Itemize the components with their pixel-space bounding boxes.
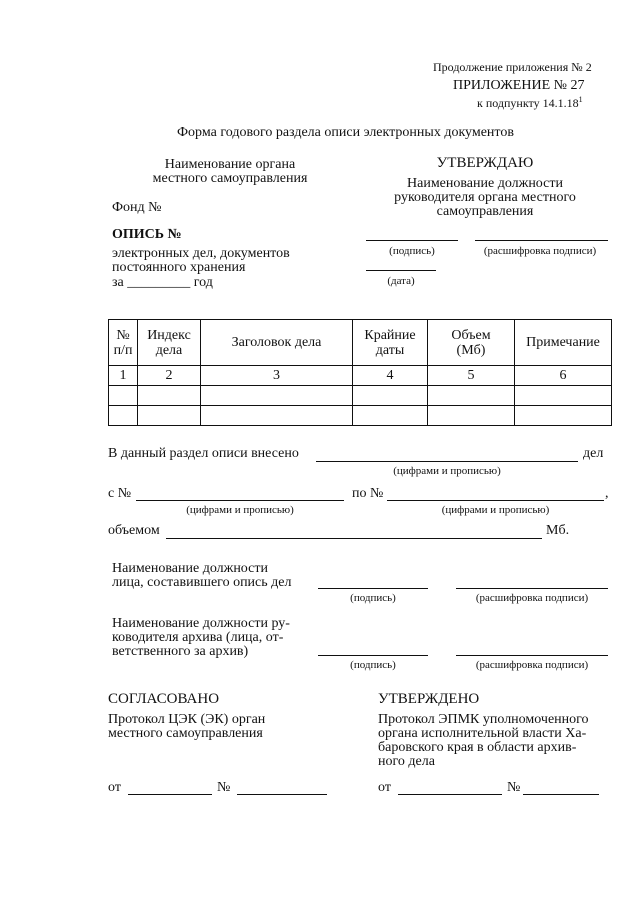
agreed-date-line: [128, 794, 212, 795]
approved-heading: УТВЕРЖДЕНО: [378, 691, 480, 707]
from-number-label: с №: [108, 486, 132, 501]
archive-signature-caption: (подпись): [350, 659, 396, 671]
agreed-from-label: от: [108, 780, 121, 795]
table-header-row: [109, 320, 612, 366]
col-header-number: № п/п: [109, 320, 138, 366]
approved-text-line1: Протокол ЭПМК уполномоченного: [378, 712, 589, 727]
compiler-signature-caption: (подпись): [350, 592, 396, 604]
from-number-caption: (цифрами и прописью): [186, 504, 294, 516]
archive-position-line3: ветственного за архив): [112, 644, 249, 659]
col-header-dates: Крайние даты: [353, 320, 428, 366]
compiler-position-line1: Наименование должности: [112, 561, 268, 576]
opis-desc-line2: постоянного хранения: [112, 260, 246, 275]
agreed-text-line1: Протокол ЦЭК (ЭК) орган: [108, 712, 266, 727]
agreed-number-line: [237, 794, 327, 795]
compiler-signature-line: [318, 588, 428, 589]
col-number-4: 4: [353, 366, 428, 386]
year-suffix: год: [193, 275, 213, 290]
table-number-row: [109, 366, 612, 386]
col-number-1: 1: [109, 366, 138, 386]
col-number-2: 2: [138, 366, 201, 386]
organ-name-line1: Наименование органа: [164, 157, 296, 172]
opis-label: ОПИСЬ №: [112, 227, 182, 242]
approver-signature-caption: (подпись): [389, 245, 435, 257]
page-title: Форма годового раздела описи электронных документов: [177, 125, 514, 140]
approver-date-caption: (дата): [387, 275, 415, 287]
approved-text-line4: ного дела: [378, 754, 435, 769]
archive-signature-line: [318, 655, 428, 656]
compiler-decoding-line: [456, 588, 608, 589]
archive-position-line2: ководителя архива (лица, от-: [112, 630, 284, 645]
to-number-caption: (цифрами и прописью): [441, 504, 550, 516]
opis-year: [112, 275, 213, 291]
table-row: [109, 406, 612, 426]
range-comma: ,: [605, 486, 609, 501]
year-blank: _________: [127, 275, 191, 290]
approved-number-label: №: [507, 780, 521, 795]
agreed-number-label: №: [217, 780, 231, 795]
col-number-5: 5: [428, 366, 515, 386]
opis-table: [108, 319, 612, 426]
entered-prefix: В данный раздел описи внесено: [108, 446, 299, 461]
col-header-title: Заголовок дела: [201, 320, 353, 366]
volume-prefix: объемом: [108, 523, 160, 538]
col-number-3: 3: [201, 366, 353, 386]
approver-position-line3: самоуправления: [436, 204, 534, 219]
year-prefix: за: [112, 275, 124, 290]
entered-count-line: [316, 461, 578, 462]
col-header-volume: Объем (Мб): [428, 320, 515, 366]
col-header-note: Примечание: [515, 320, 612, 366]
entered-suffix: дел: [583, 446, 604, 461]
approver-position-line1: Наименование должности: [407, 176, 563, 191]
approved-text-line3: баровского края в области архив-: [378, 740, 577, 755]
to-number-label: по №: [352, 486, 384, 501]
agreed-text-line2: местного самоуправления: [108, 726, 263, 741]
archive-position-line1: Наименование должности ру-: [112, 616, 290, 631]
col-number-6: 6: [515, 366, 612, 386]
subpoint-footnote: 1: [578, 95, 583, 104]
approver-date-line: [366, 270, 436, 271]
compiler-position-line2: лица, составившего опись дел: [112, 575, 292, 590]
volume-line: [166, 538, 542, 539]
table-row: [109, 386, 612, 406]
approver-decoding-caption: (расшифровка подписи): [483, 245, 597, 257]
archive-decoding-line: [456, 655, 608, 656]
compiler-decoding-caption: (расшифровка подписи): [475, 592, 589, 604]
approve-heading: УТВЕРЖДАЮ: [436, 155, 534, 171]
approved-number-line: [523, 794, 599, 795]
col-header-index: Индекс дела: [138, 320, 201, 366]
to-number-line: [387, 500, 604, 501]
approved-text-line2: органа исполнительной власти Ха-: [378, 726, 587, 741]
continuation-note: Продолжение приложения № 2: [433, 60, 592, 74]
volume-suffix: Мб.: [546, 523, 570, 538]
approver-signature-line: [366, 240, 458, 241]
appendix-title: ПРИЛОЖЕНИЕ № 27: [453, 78, 585, 93]
approver-position-line2: руководителя органа местного: [394, 190, 576, 205]
approved-date-line: [398, 794, 502, 795]
fond-label: Фонд №: [112, 200, 162, 215]
subpoint-text: к подпункту 14.1.18: [477, 96, 579, 110]
entered-caption: (цифрами и прописью): [393, 465, 501, 477]
from-number-line: [136, 500, 344, 501]
agreed-heading: СОГЛАСОВАНО: [108, 691, 220, 707]
opis-desc-line1: электронных дел, документов: [112, 246, 290, 261]
archive-decoding-caption: (расшифровка подписи): [475, 659, 589, 671]
approved-from-label: от: [378, 780, 391, 795]
subpoint-ref: [477, 95, 583, 111]
approver-decoding-line: [475, 240, 608, 241]
organ-name-line2: местного самоуправления: [152, 171, 308, 186]
